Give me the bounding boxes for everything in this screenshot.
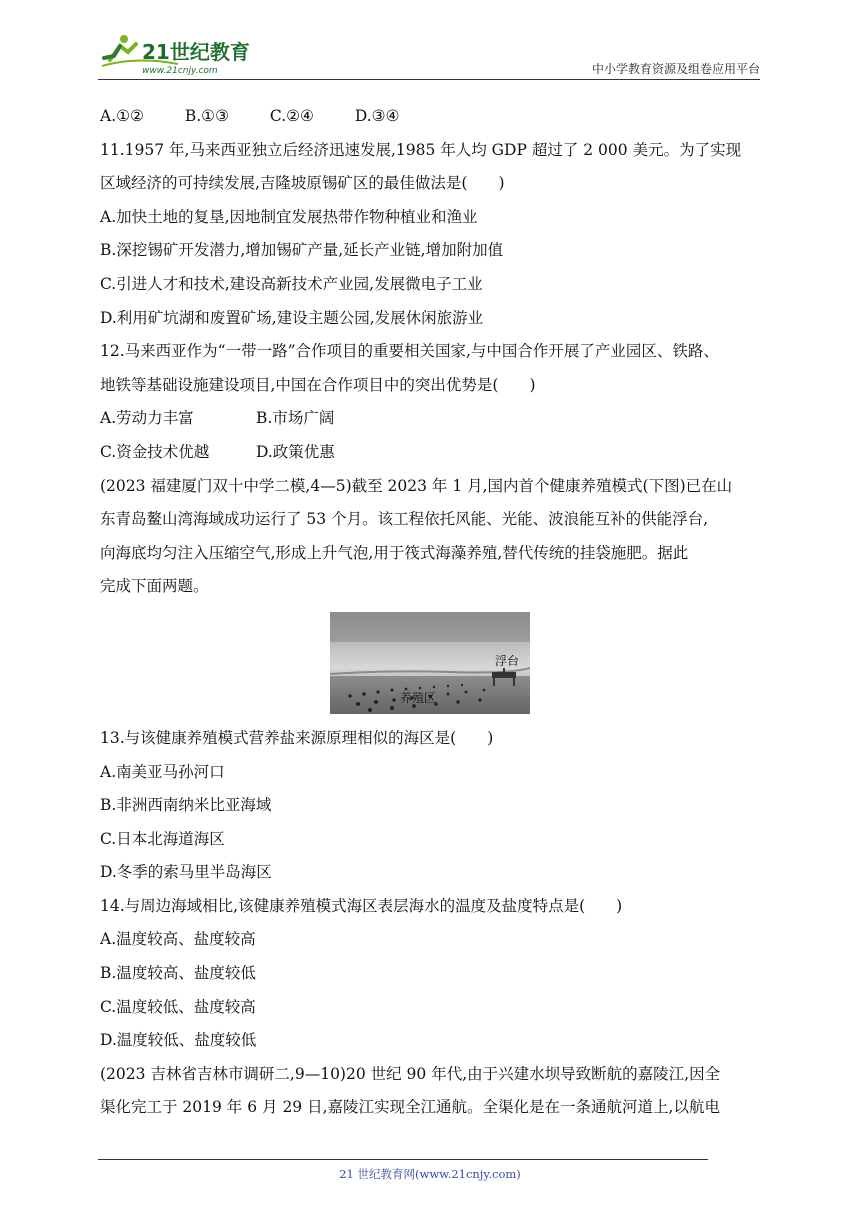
question-14 xyxy=(100,890,762,1058)
q11-option-d: D.利用矿坑湖和废置矿场,建设主题公园,发展休闲旅游业 xyxy=(100,308,484,327)
q12-options-row xyxy=(100,436,762,470)
q14-option-d: D.温度较低、盐度较低 xyxy=(100,1031,257,1050)
logo-url: www.21cnjy.com xyxy=(142,66,218,76)
q10-option-d: D.③④ xyxy=(354,107,400,125)
q13-option-a: A.南美亚马孙河口 xyxy=(100,762,225,781)
label-platform: 浮台 xyxy=(495,653,520,668)
q11-stem-line: 区域经济的可持续发展,吉隆坡原锡矿区的最佳做法是( ) xyxy=(100,174,505,193)
page-header xyxy=(98,30,760,80)
header-platform-name: 中小学教育资源及组卷应用平台 xyxy=(591,62,760,76)
aquaculture-photo xyxy=(330,612,530,714)
q12-stem-line: 12.马来西亚作为“一带一路”合作项目的重要相关国家,与中国合作开展了产业园区、铁路、 xyxy=(100,342,719,361)
passage-line: (2023 福建厦门双十中学二模,4—5)截至 2023 年 1 月,国内首个健康养殖模式(下图)已在山 xyxy=(100,476,733,495)
q11-option-b: B.深挖锡矿开发潜力,增加锡矿产量,延长产业链,增加附加值 xyxy=(100,241,504,260)
question-11 xyxy=(100,134,762,336)
q12-option-d: D.政策优惠 xyxy=(256,442,335,461)
page-footer: 21 世纪教育网(www.21cnjy.com) xyxy=(339,1167,521,1181)
q14-stem: 14.与周边海域相比,该健康养殖模式海区表层海水的温度及盐度特点是( ) xyxy=(100,896,623,915)
q14-option-a: A.温度较高、盐度较高 xyxy=(100,930,256,949)
question-12 xyxy=(100,335,762,469)
q12-option-c: C.资金技术优越 xyxy=(100,442,210,461)
passage-line: 东青岛鳌山湾海域成功运行了 53 个月。该工程依托风能、光能、波浪能互补的供能浮台, xyxy=(100,510,709,529)
question-13 xyxy=(100,722,762,890)
q12-option-a: A.劳动力丰富 xyxy=(100,409,194,428)
q11-option-a: A.加快土地的复垦,因地制宜发展热带作物种植业和渔业 xyxy=(100,207,478,226)
logo xyxy=(98,30,268,78)
footer-divider xyxy=(98,1159,708,1160)
passage-2 xyxy=(100,1058,762,1125)
logo-text: 21世纪教育 xyxy=(142,40,250,64)
q10-options xyxy=(100,100,762,134)
q11-stem-line: 11.1957 年,马来西亚独立后经济迅速发展,1985 年人均 GDP 超过了 2 000 美元。为了实现 xyxy=(100,140,742,159)
q12-option-b: B.市场广阔 xyxy=(256,409,335,428)
q10-option-b: B.①③ xyxy=(184,107,229,125)
q14-option-c: C.温度较低、盐度较高 xyxy=(100,997,256,1016)
passage-1 xyxy=(100,470,762,604)
q11-option-c: C.引进人才和技术,建设高新技术产业园,发展微电子工业 xyxy=(100,274,483,293)
q13-option-d: D.冬季的索马里半岛海区 xyxy=(100,863,272,882)
q13-option-b: B.非洲西南纳米比亚海域 xyxy=(100,796,272,815)
q14-option-b: B.温度较高、盐度较低 xyxy=(100,964,256,983)
passage-line: 向海底均匀注入压缩空气,形成上升气泡,用于筏式海藻养殖,替代传统的挂袋施肥。据此 xyxy=(100,543,689,562)
q10-option-c: C.②④ xyxy=(269,107,314,125)
q13-option-c: C.日本北海道海区 xyxy=(100,829,225,848)
q12-stem-line: 地铁等基础设施建设项目,中国在合作项目中的突出优势是( ) xyxy=(100,375,536,394)
q10-option-a: A.①② xyxy=(100,107,144,125)
label-culture-area: 养殖区 xyxy=(400,690,437,705)
q12-options-row xyxy=(100,402,762,436)
passage-line: 完成下面两题。 xyxy=(100,577,209,596)
passage-line: 渠化完工于 2019 年 6 月 29 日,嘉陵江实现全江通航。全渠化是在一条通航河道上,以航电 xyxy=(100,1098,720,1117)
passage-line: (2023 吉林省吉林市调研二,9—10)20 世纪 90 年代,由于兴建水坝导致断航的嘉陵江,因全 xyxy=(100,1064,721,1083)
exam-content xyxy=(100,100,762,1125)
header-divider xyxy=(98,79,760,80)
q13-stem: 13.与该健康养殖模式营养盐来源原理相似的海区是( ) xyxy=(100,728,494,747)
